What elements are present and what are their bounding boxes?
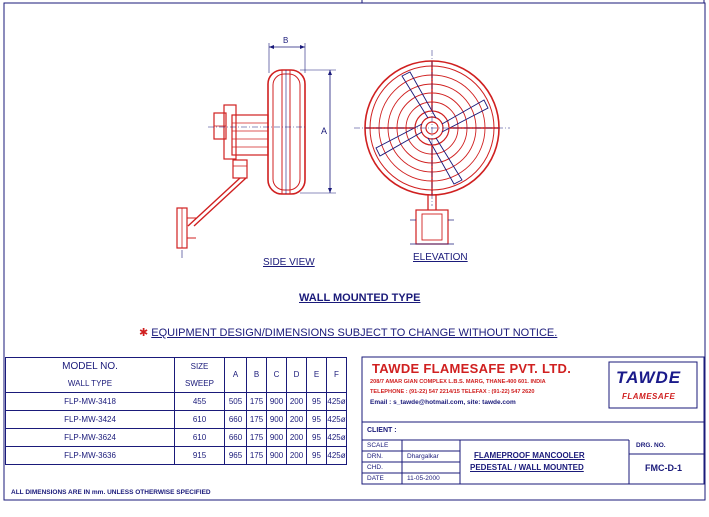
b-cell: 175 — [247, 429, 267, 447]
a-cell: 660 — [225, 411, 247, 429]
logo-bottom: FLAMESAFE — [622, 392, 676, 401]
col-c-header: C — [267, 358, 287, 393]
c-cell: 900 — [267, 447, 287, 465]
col-f-header: F — [327, 358, 347, 393]
b-cell: 175 — [247, 447, 267, 465]
col-e-header: E — [307, 358, 327, 393]
drg-no-value: FMC-D-1 — [645, 463, 682, 473]
d-cell: 200 — [287, 447, 307, 465]
date-value: 11-05-2000 — [407, 475, 440, 482]
footer-note: ALL DIMENSIONS ARE IN mm. UNLESS OTHERWISE SPECIFIED — [11, 489, 211, 496]
logo-top: TAWDE — [616, 368, 682, 387]
header-sweep-text: SWEEP — [185, 378, 214, 388]
col-b-header: B — [247, 358, 267, 393]
dimension-a-label: A — [321, 126, 328, 136]
side-view-label: SIDE VIEW — [263, 257, 315, 268]
b-cell: 175 — [247, 393, 267, 411]
header-model-text: MODEL NO. — [62, 360, 118, 372]
dimension-b-label: B — [283, 36, 289, 45]
c-cell: 900 — [267, 429, 287, 447]
e-cell: 95 — [307, 393, 327, 411]
company-phone: TELEPHONE : (91-22) 547 2214/15 TELEFAX : (91-22) 547 2620 — [370, 389, 535, 395]
a-cell: 505 — [225, 393, 247, 411]
a-cell: 660 — [225, 429, 247, 447]
d-cell: 200 — [287, 429, 307, 447]
company-address: 208/7 AMAR GIAN COMPLEX L.B.S. MARG, THANE-400 601. INDIA — [370, 379, 546, 385]
f-cell: 425ø — [327, 429, 347, 447]
model-cell: FLP-MW-3636 — [6, 447, 175, 465]
model-cell: FLP-MW-3424 — [6, 411, 175, 429]
drawing-type-title: WALL MOUNTED TYPE — [299, 292, 421, 304]
elevation-label: ELEVATION — [413, 252, 468, 263]
client-label: CLIENT : — [367, 427, 397, 434]
b-cell: 175 — [247, 411, 267, 429]
sweep-cell: 915 — [175, 447, 225, 465]
c-cell: 900 — [267, 411, 287, 429]
drawing-title-2: PEDESTAL / WALL MOUNTED — [470, 463, 584, 472]
scale-label: SCALE — [367, 442, 389, 449]
sweep-cell: 455 — [175, 393, 225, 411]
drn-value: Dhargalkar — [407, 453, 439, 460]
a-cell: 965 — [225, 447, 247, 465]
f-cell: 425ø — [327, 447, 347, 465]
company-email: Email : s_tawde@hotmail.com, site: tawde.com — [370, 399, 516, 406]
drn-label: DRN. — [367, 453, 383, 460]
header-type-text: WALL TYPE — [67, 378, 113, 388]
model-cell: FLP-MW-3624 — [6, 429, 175, 447]
e-cell: 95 — [307, 411, 327, 429]
company-name: TAWDE FLAMESAFE PVT. LTD. — [372, 361, 572, 376]
d-cell: 200 — [287, 411, 307, 429]
e-cell: 95 — [307, 429, 327, 447]
drawing-title-1: FLAMEPROOF MANCOOLER — [474, 451, 585, 460]
drg-no-label: DRG. NO. — [636, 442, 666, 449]
c-cell: 900 — [267, 393, 287, 411]
date-label: DATE — [367, 475, 384, 482]
f-cell: 425ø — [327, 393, 347, 411]
header-size-text: SIZE — [190, 361, 209, 371]
col-a-header: A — [225, 358, 247, 393]
f-cell: 425ø — [327, 411, 347, 429]
sweep-cell: 610 — [175, 429, 225, 447]
notice-asterisk-icon: ✱ — [139, 327, 149, 339]
notice-text: EQUIPMENT DESIGN/DIMENSIONS SUBJECT TO CHANGE WITHOUT NOTICE. — [151, 327, 558, 339]
d-cell: 200 — [287, 393, 307, 411]
col-d-header: D — [287, 358, 307, 393]
model-cell: FLP-MW-3418 — [6, 393, 175, 411]
chd-label: CHD. — [367, 464, 383, 471]
e-cell: 95 — [307, 447, 327, 465]
sweep-cell: 610 — [175, 411, 225, 429]
